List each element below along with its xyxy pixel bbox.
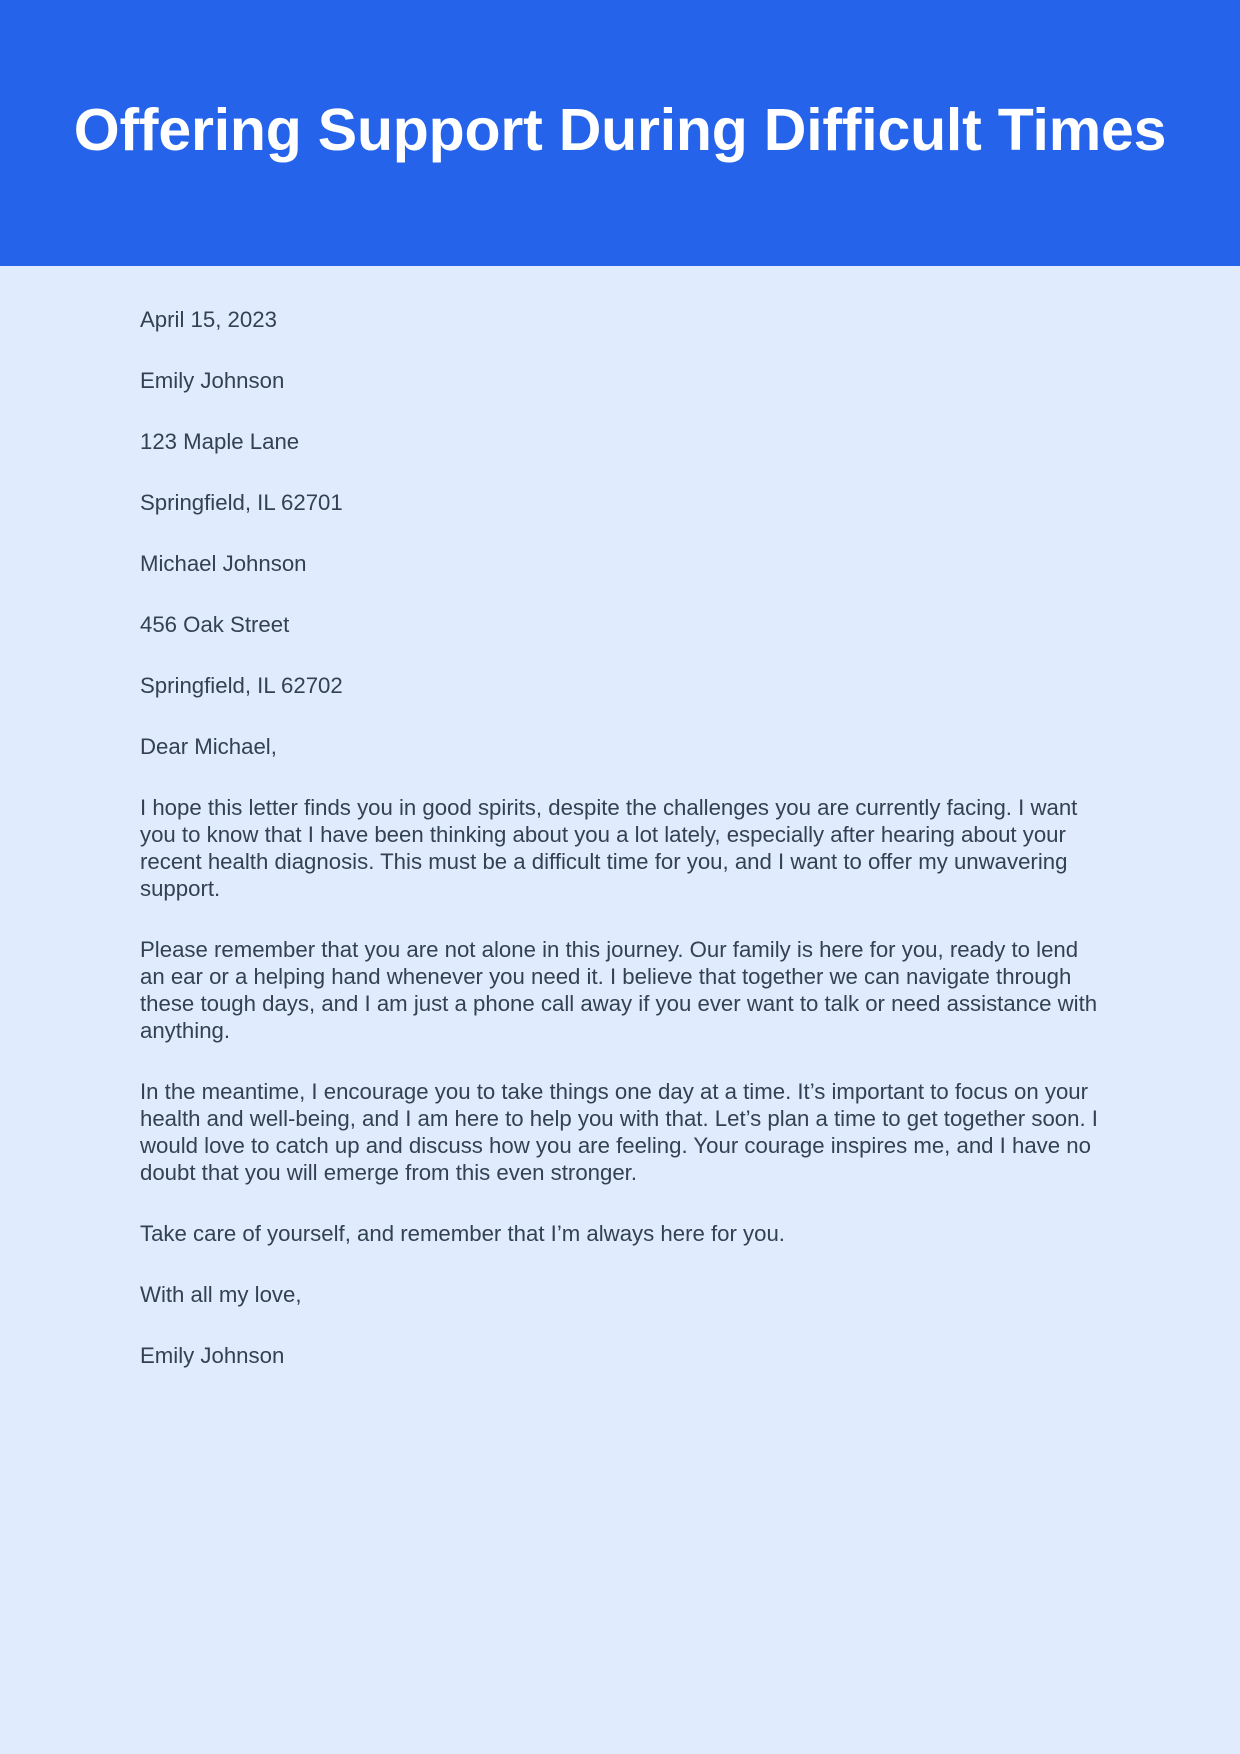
page-title: Offering Support During Difficult Times: [73, 97, 1167, 163]
closing: With all my love,: [140, 1282, 302, 1307]
letter-header: [0, 0, 1240, 266]
letter-paragraph: Take care of yourself, and remember that I’m always here for you.: [140, 1221, 785, 1246]
recipient-name: Michael Johnson: [140, 551, 307, 576]
signature: Emily Johnson: [140, 1343, 285, 1368]
recipient-city-state-zip: Springfield, IL 62702: [140, 673, 343, 698]
letter-paragraph: In the meantime, I encourage you to take things one day at a time. It’s important to focus on your health and well-being, and I am here to help you with that. Let’s plan a time to get together soon. I would love to catch up and discuss how you are feeling. Your courage inspires me, and I have no doubt that you will emerge from this even stronger.: [140, 1079, 1098, 1185]
recipient-street: 456 Oak Street: [140, 612, 290, 637]
letter-paragraph: I hope this letter finds you in good spirits, despite the challenges you are currently facing. I want you to know that I have been thinking about you a lot lately, especially after hearing about your recent health diagnosis. This must be a difficult time for you, and I want to offer my unwavering support.: [140, 795, 1078, 901]
letter-body: [0, 266, 1240, 1369]
salutation: Dear Michael,: [140, 734, 277, 759]
sender-name: Emily Johnson: [140, 368, 285, 393]
letter-date: April 15, 2023: [140, 307, 277, 332]
sender-address-block: [140, 367, 1100, 516]
sender-street: 123 Maple Lane: [140, 429, 300, 454]
sender-city-state-zip: Springfield, IL 62701: [140, 490, 343, 515]
letter-paragraph: Please remember that you are not alone in this journey. Our family is here for you, ready to lend an ear or a helping hand whenever you need it. I believe that together we can navigate through these tough days, and I am just a phone call away if you ever want to talk or need assistance with anything.: [140, 937, 1098, 1043]
recipient-address-block: [140, 550, 1100, 699]
